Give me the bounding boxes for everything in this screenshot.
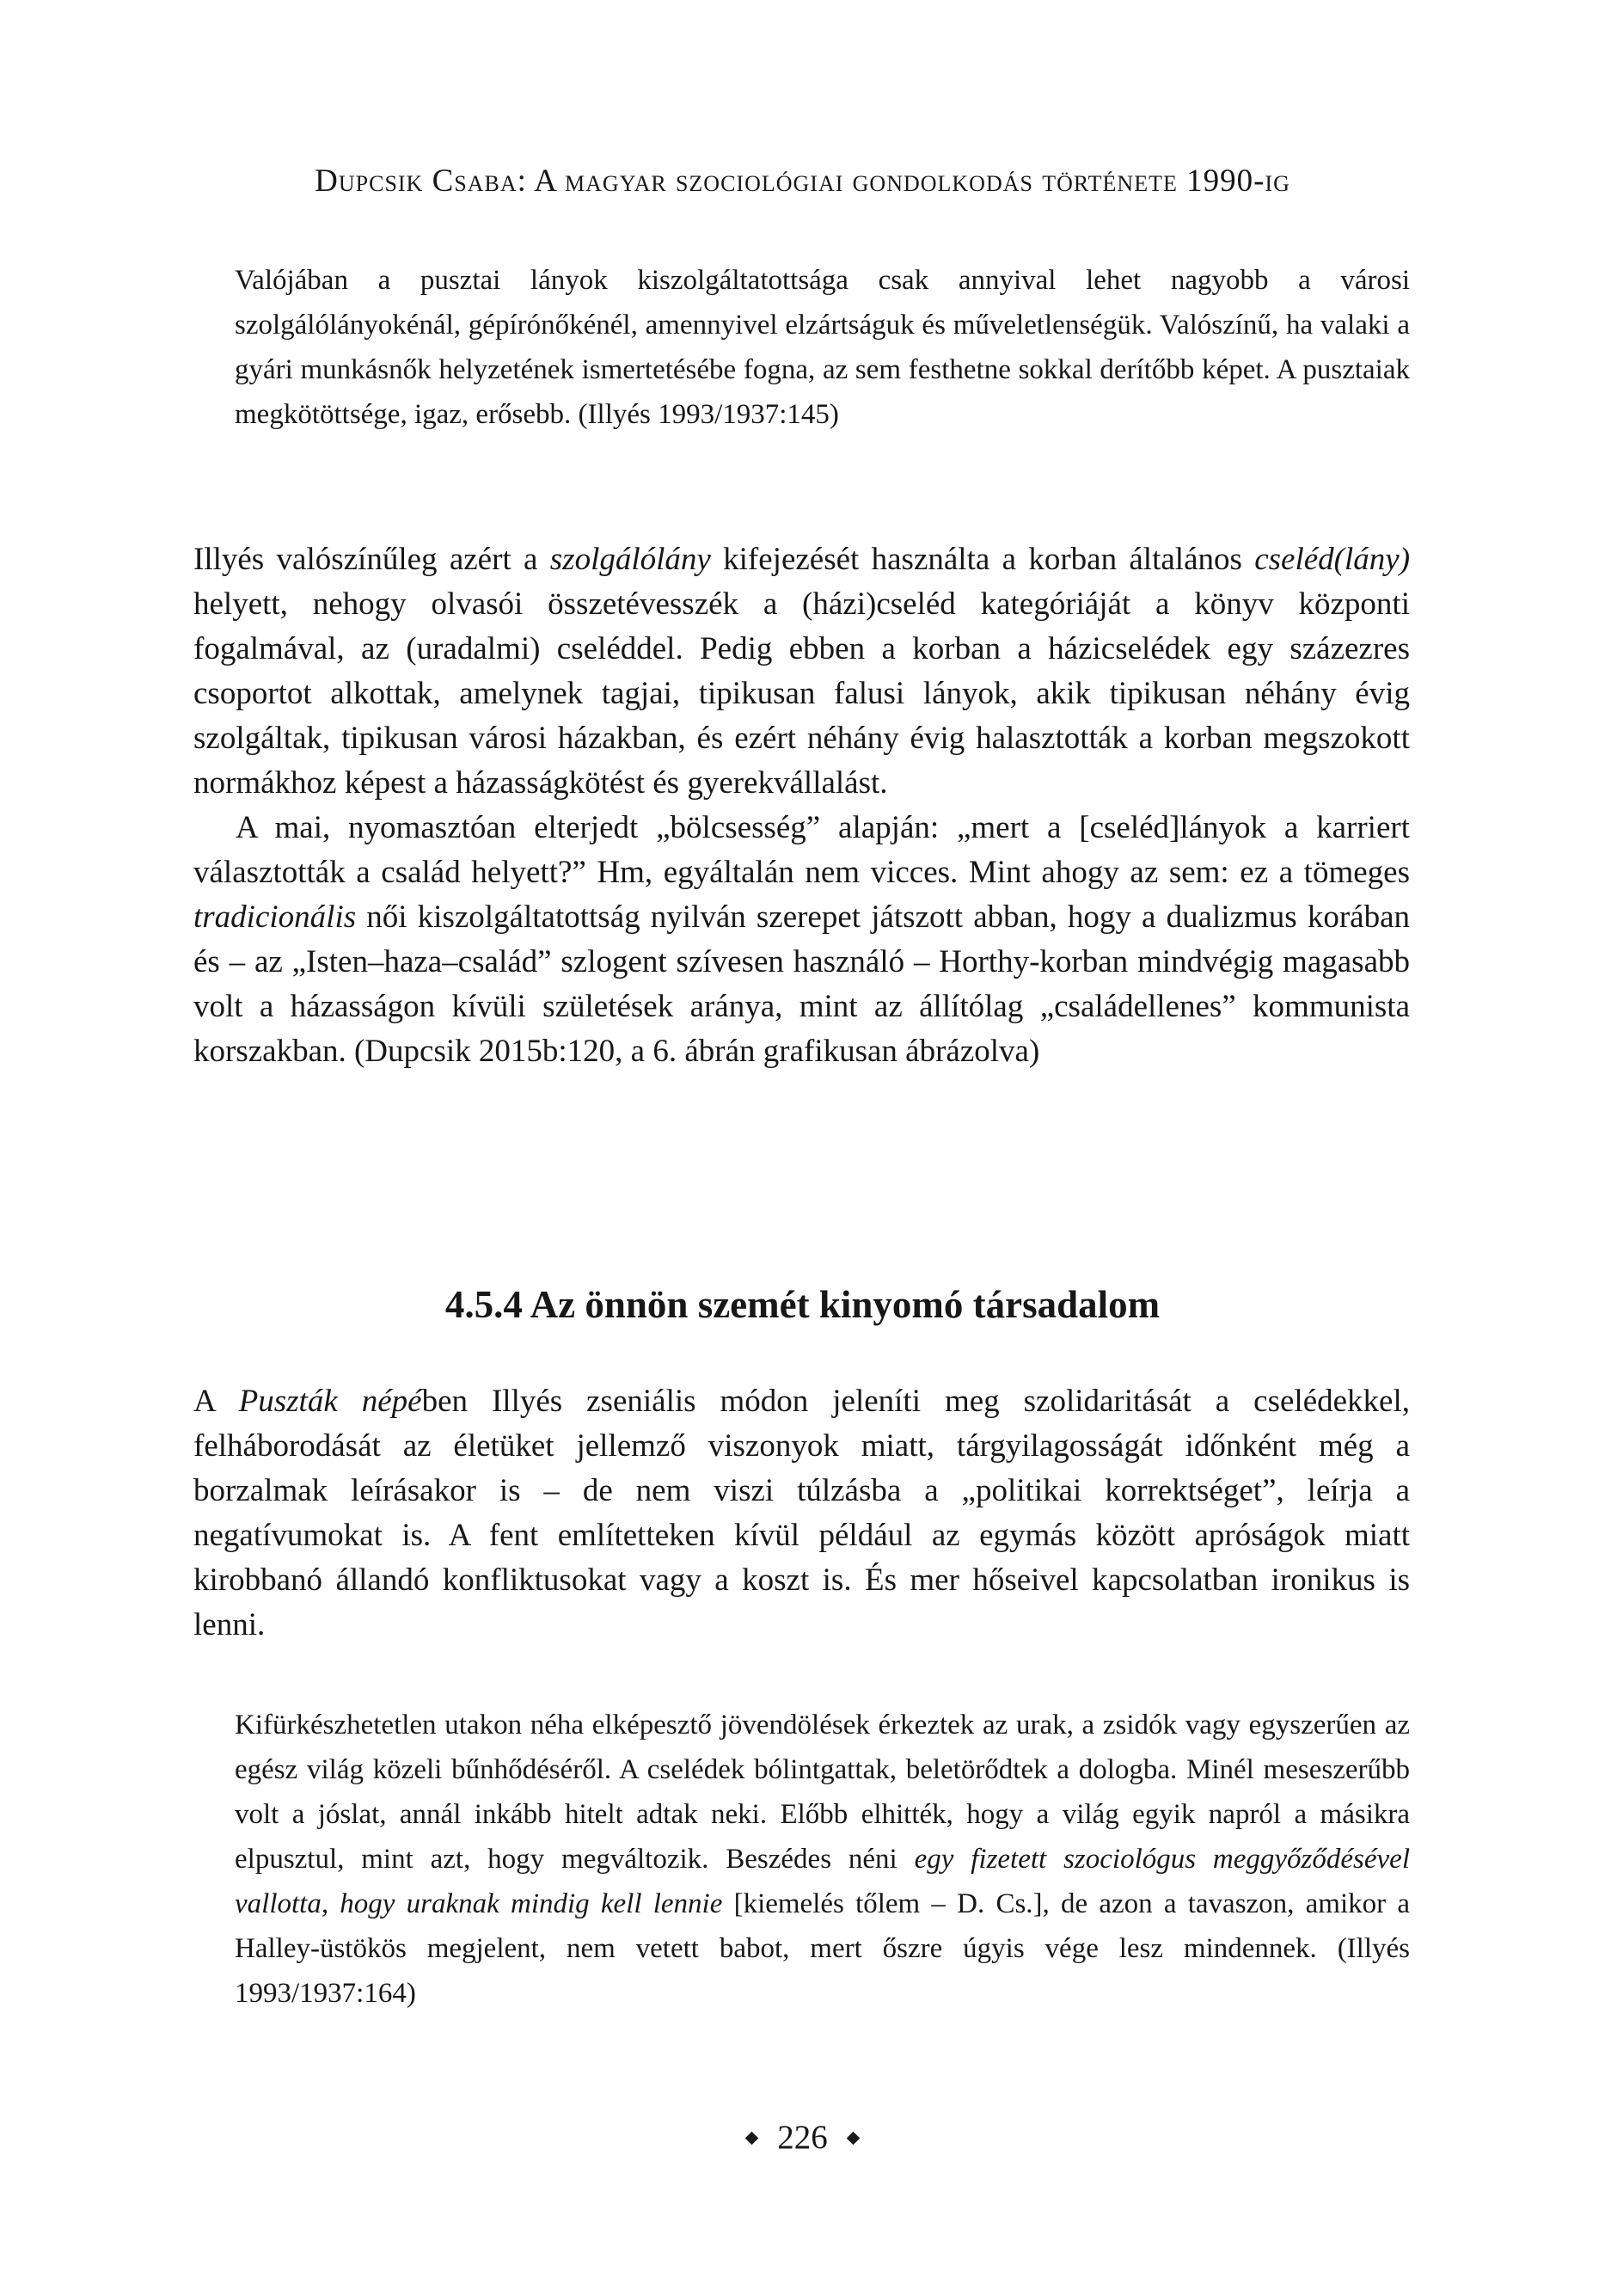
body-text-block-2 <box>193 1379 1410 1648</box>
paragraph-a-mai-bolcsesseg: A mai, nyomasztóan elterjedt „bölcsesség” alapján: „mert a [cseléd]lányok a karriert választották a család helyett?” Hm, egyáltalán nem vicces. Mint ahogy az sem: ez a tömeges tradicionális női kiszolgáltatottság nyilván szerepet játszott abban, hogy a dualizmus korában és – az „Isten–haza–család” szlogent szívesen használó – Horthy-korban mindvégig magasabb volt a házasságon kívüli születések aránya, mint az állítólag „családellenes” kommunista korszakban. (Dupcsik 2015b:120, a 6. ábrán grafikusan ábrázolva) <box>193 810 1410 1069</box>
page-footer <box>0 2117 1605 2158</box>
paragraph-szolgalolany: Illyés valószínűleg azért a szolgálólány kifejezését használta a korban általános cseléd(lány) helyett, nehogy olvasói összetévesszék a (házi)cseléd kategóriáját a könyv központi fogalmával, az (uradalmi) cseléddel. Pedig ebben a korban a házicselédek egy százezres csoportot alkottak, amelynek tagjai, tipikusan falusi lányok, akik tipikusan néhány évig szolgáltak, tipikusan városi házakban, és ezért néhány évig halasztották a korban megszokott normákhoz képest a házasságkötést és gyerekvállalást. <box>193 542 1411 801</box>
body-text-block-1 <box>193 537 1410 1074</box>
section-heading: 4.5.4 Az önnön szemét kinyomó társadalom <box>444 1283 1161 1326</box>
page-number: 226 <box>777 2119 828 2156</box>
running-header: Dupcsik Csaba: A magyar szociológiai gondolkodás története 1990-ig <box>315 163 1290 199</box>
block-quote-illyes-145: Valójában a pusztai lányok kiszolgáltatottsága csak annyival lehet nagyobb a városi szolgálólányokénál, gépírónőkénél, amennyivel elzártságuk és műveletlenségük. Valószínű, ha valaki a gyári munkásnők helyzetének ismertetésébe fogna, az sem festhetne sokkal derítőbb képet. A pusztaiak megkötöttsége, igaz, erősebb. (Illyés 1993/1937:145) <box>235 265 1410 430</box>
diamond-ornament-icon <box>846 2131 860 2145</box>
block-quote-illyes-164: Kifürkészhetetlen utakon néha elképesztő jövendölések érkeztek az urak, a zsidók vagy egyszerűen az egész világ közeli bűnhődéséről. A cselédek bólintgattak, beletörődtek a dologba. Minél meseszerűbb volt a jóslat, annál inkább hitelt adtak neki. Előbb elhitték, hogy a világ egyik napról a másikra elpusztul, mint azt, hogy megváltozik. Beszédes néni egy fizetett szociológus meggyőződésével vallotta, hogy uraknak mindig kell lennie [kiemelés tőlem – D. Cs.], de azon a tavaszon, amikor a Halley-üstökös megjelent, nem vetett babot, mert őszre úgyis vége lesz mindennek. (Illyés 1993/1937:164) <box>235 1710 1410 2009</box>
diamond-ornament-icon <box>745 2131 759 2145</box>
paragraph-pusztak-nepe: A Puszták népében Illyés zseniális módon jeleníti meg szolidaritását a cselédekkel, felháborodását az életüket jellemző viszonyok miatt, tárgyilagosságát időnként még a borzalmak leírásakor is – de nem viszi túlzásba a „politikai korrektséget”, leírja a negatívumokat is. A fent említetteken kívül például az egymás között apróságok miatt kirobbanó állandó konfliktusokat vagy a koszt is. És mer hőseivel kapcsolatban ironikus is lenni. <box>193 1384 1410 1642</box>
